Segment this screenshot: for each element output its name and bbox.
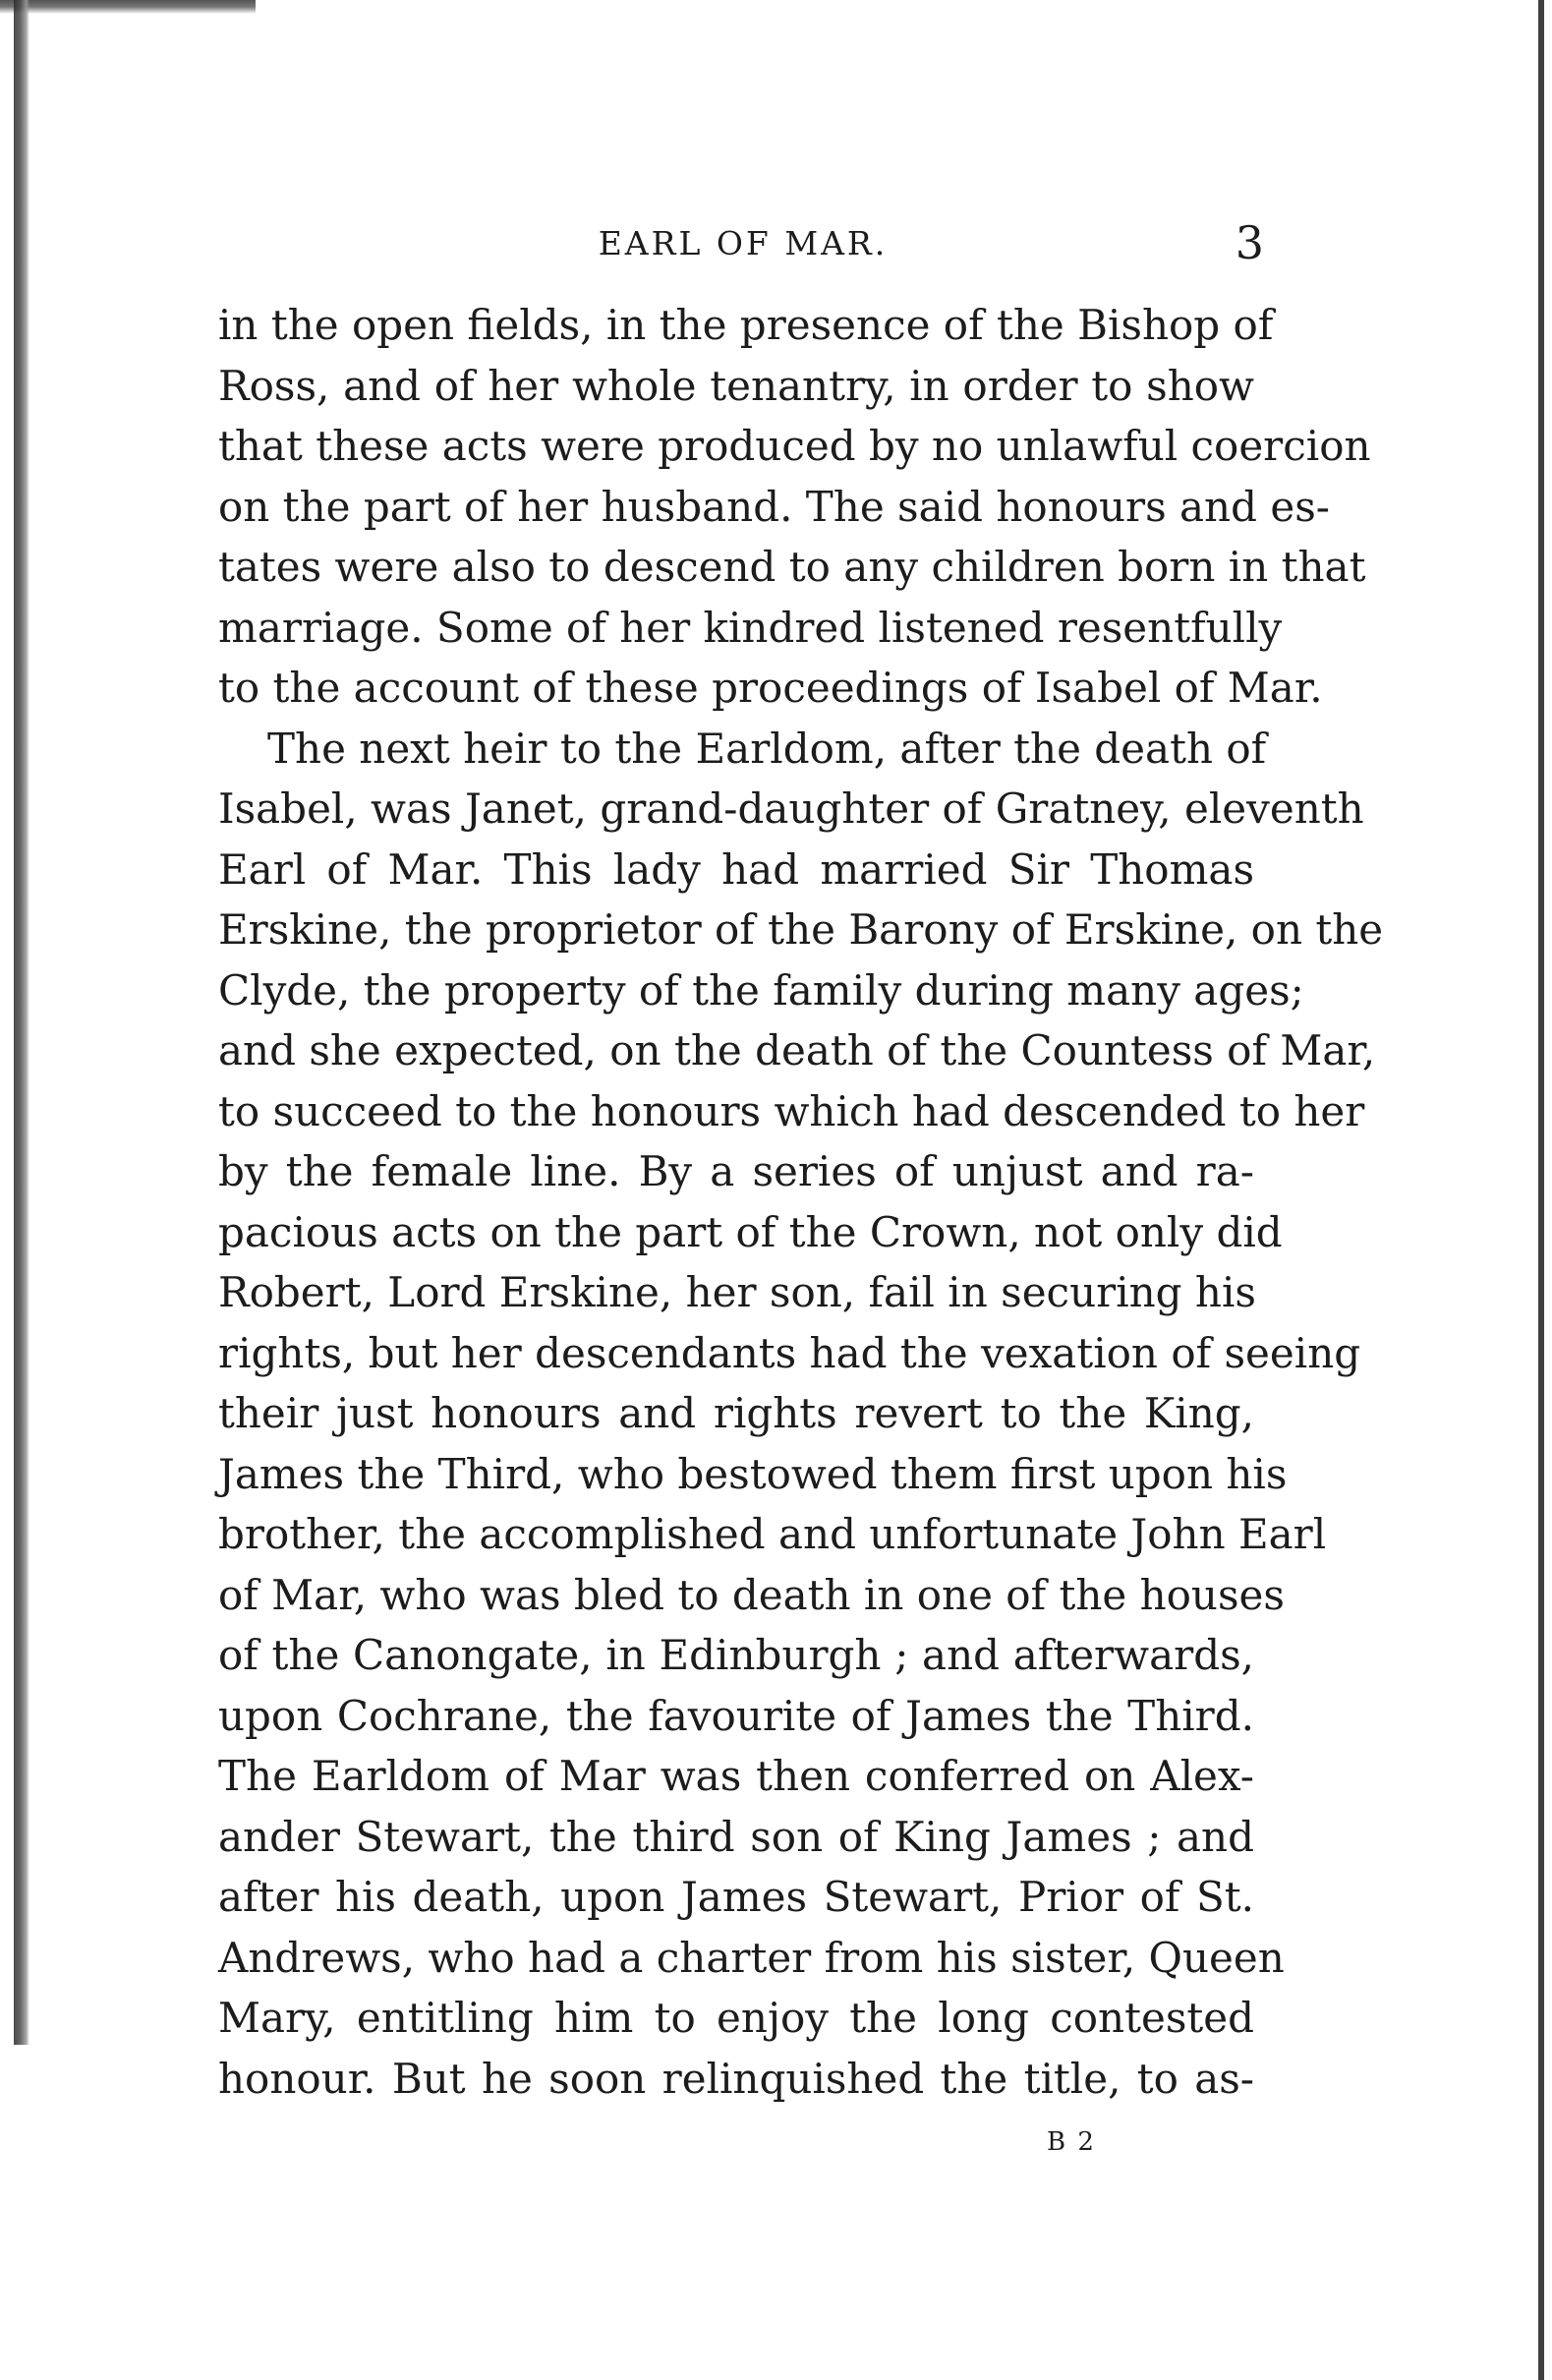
scan-edge-left — [14, 0, 29, 2045]
text-line: to the account of these proceedings of Isabel of Mar. — [218, 664, 1323, 712]
text-line: upon Cochrane, the favourite of James the Third. — [218, 1691, 1254, 1740]
text-line: honour. But he soon relinquished the title, to as- — [218, 2054, 1254, 2103]
scan-edge-right — [1538, 0, 1544, 2380]
signature-mark: B 2 — [1047, 2127, 1096, 2157]
text-line: Isabel, was Janet, grand-daughter of Gratney, eleventh — [218, 784, 1364, 833]
scan-edge-top — [0, 0, 256, 14]
page-number: 3 — [1235, 216, 1264, 269]
text-line: by the female line. By a series of unjust and ra- — [218, 1147, 1254, 1195]
text-line: after his death, upon James Stewart, Prior of St. — [218, 1873, 1254, 1921]
running-head-title: EARL OF MAR. — [598, 224, 889, 262]
body-text — [218, 295, 1384, 2109]
text-line: to succeed to the honours which had descended to her — [218, 1086, 1365, 1135]
text-line: Clyde, the property of the family during many ages; — [218, 965, 1304, 1015]
text-line: brother, the accomplished and unfortunate John Earl — [218, 1510, 1327, 1558]
text-line: The next heir to the Earldom, after the death of — [267, 724, 1267, 773]
text-line: Robert, Lord Erskine, her son, fail in securing his — [218, 1268, 1256, 1316]
text-line: marriage. Some of her kindred listened resentfully — [218, 603, 1283, 652]
text-line: ander Stewart, the third son of King James ; and — [218, 1812, 1254, 1861]
text-line: of the Canongate, in Edinburgh ; and afterwards, — [218, 1631, 1254, 1679]
text-line: of Mar, who was bled to death in one of the houses — [218, 1570, 1285, 1619]
text-line: in the open fields, in the presence of the Bishop of — [218, 301, 1274, 349]
text-line: pacious acts on the part of the Crown, not only did — [218, 1207, 1283, 1256]
text-line: Ross, and of her whole tenantry, in order to show — [218, 361, 1254, 410]
text-line: on the part of her husband. The said honours and es- — [218, 482, 1330, 531]
text-line: Mary, entitling him to enjoy the long contested — [218, 1994, 1254, 2042]
running-head — [222, 216, 1264, 275]
text-line: Erskine, the proprietor of the Barony of Erskine, on the — [218, 905, 1384, 954]
text-line: James the Third, who bestowed them first upon his — [218, 1449, 1288, 1498]
text-line: Andrews, who had a charter from his sister, Queen — [218, 1933, 1285, 1982]
text-line: Earl of Mar. This lady had married Sir Thomas — [218, 844, 1254, 894]
text-line: The Earldom of Mar was then conferred on Alex- — [218, 1752, 1254, 1800]
text-line: rights, but her descendants had the vexation of seeing — [218, 1328, 1361, 1377]
text-line: their just honours and rights revert to the King, — [218, 1389, 1254, 1437]
text-line: tates were also to descend to any children born in that — [218, 543, 1366, 591]
text-line: that these acts were produced by no unlawful coercion — [218, 422, 1371, 470]
text-line: and she expected, on the death of the Countess of Mar, — [218, 1026, 1376, 1074]
